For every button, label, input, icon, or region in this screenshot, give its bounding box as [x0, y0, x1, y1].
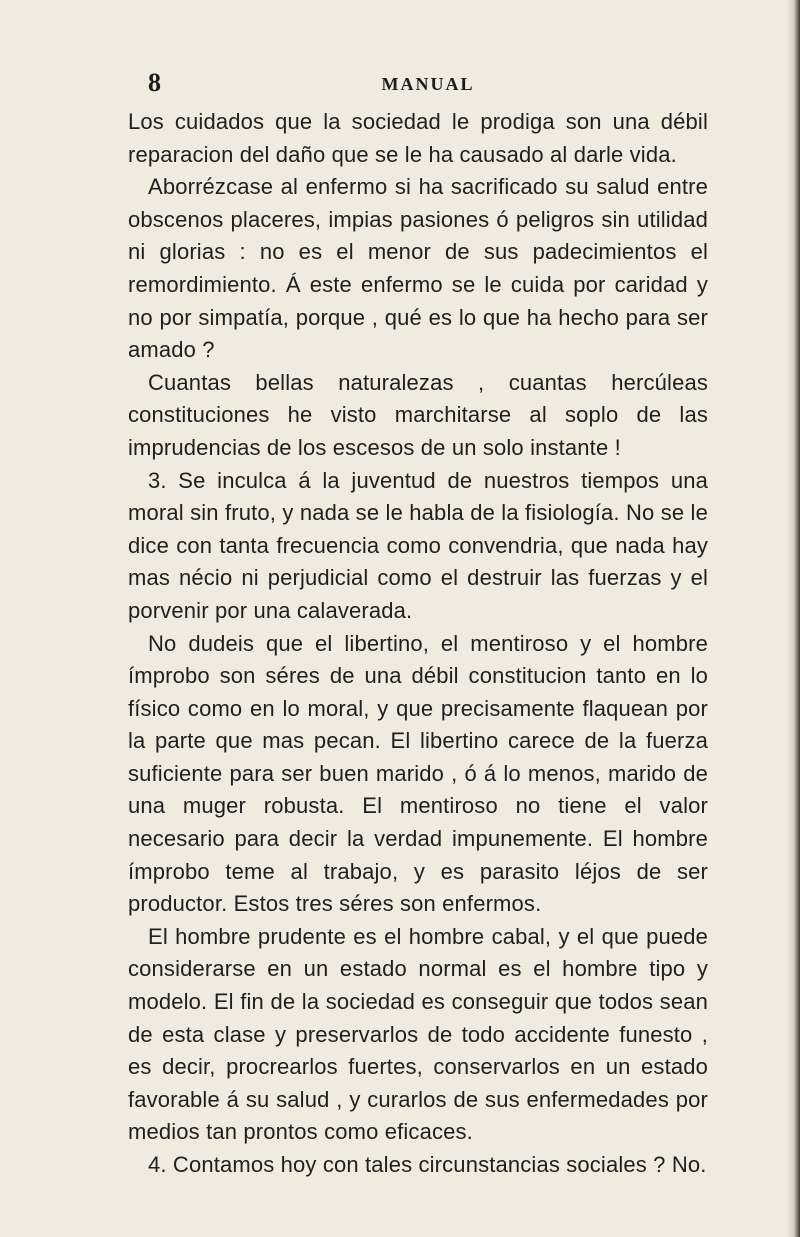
paragraph-1: Los cuidados que la sociedad le prodiga son una débil reparacion del daño que se le ha causado al darle vida.: [128, 109, 708, 167]
page-number: 8: [148, 68, 161, 97]
page-edge-shadow: [786, 0, 800, 1237]
running-head: MANUAL: [381, 74, 475, 94]
paragraph-7: 4. Contamos hoy con tales circunstancias sociales ? No.: [148, 1152, 707, 1177]
page-header: [148, 68, 708, 98]
paragraph-3: Cuantas bellas naturalezas , cuantas hercúleas constituciones he visto marchitarse al soplo de las imprudencias de los escesos de un solo instante !: [128, 369, 708, 460]
paragraph-6: El hombre prudente es el hombre cabal, y el que puede considerarse en un estado normal es el hombre tipo y modelo. El fin de la sociedad es conseguir que todos sean de esta clase y preservarlos de todo accidente funesto , es decir, procrearlos fuertes, conservarlos en un estado favorable á su salud , y curarlos de sus enfermedades por medios tan prontos como eficaces.: [128, 923, 708, 1145]
paragraph-4: 3. Se inculca á la juventud de nuestros tiempos una moral sin fruto, y nada se le habla de la fisiología. No se le dice con tanta frecuencia como convendria, que nada hay mas nécio ni perjudicial como el destruir las fuerzas y el porvenir por una calaverada.: [128, 467, 708, 623]
paragraph-5: No dudeis que el libertino, el mentiroso y el hombre ímprobo son séres de una débil constitucion tanto en lo físico como en lo moral, y que precisamente flaquean por la parte que mas pecan. El libertino carece de la fuerza suficiente para ser buen marido , ó á lo menos, marido de una muger robusta. El mentiroso no tiene el valor necesario para decir la verdad impunemente. El hombre ímprobo teme al trabajo, y es parasito léjos de ser productor. Estos tres séres son enfermos.: [128, 630, 708, 917]
body-text: [128, 106, 708, 1182]
paragraph-2: Aborrézcase al enfermo si ha sacrificado su salud entre obscenos placeres, impias pasiones ó peligros sin utilidad ni glorias : no es el menor de sus padecimientos el remordimiento. Á este enfermo se le cuida por caridad y no por simpatía, porque , qué es lo que ha hecho para ser amado ?: [128, 174, 708, 363]
